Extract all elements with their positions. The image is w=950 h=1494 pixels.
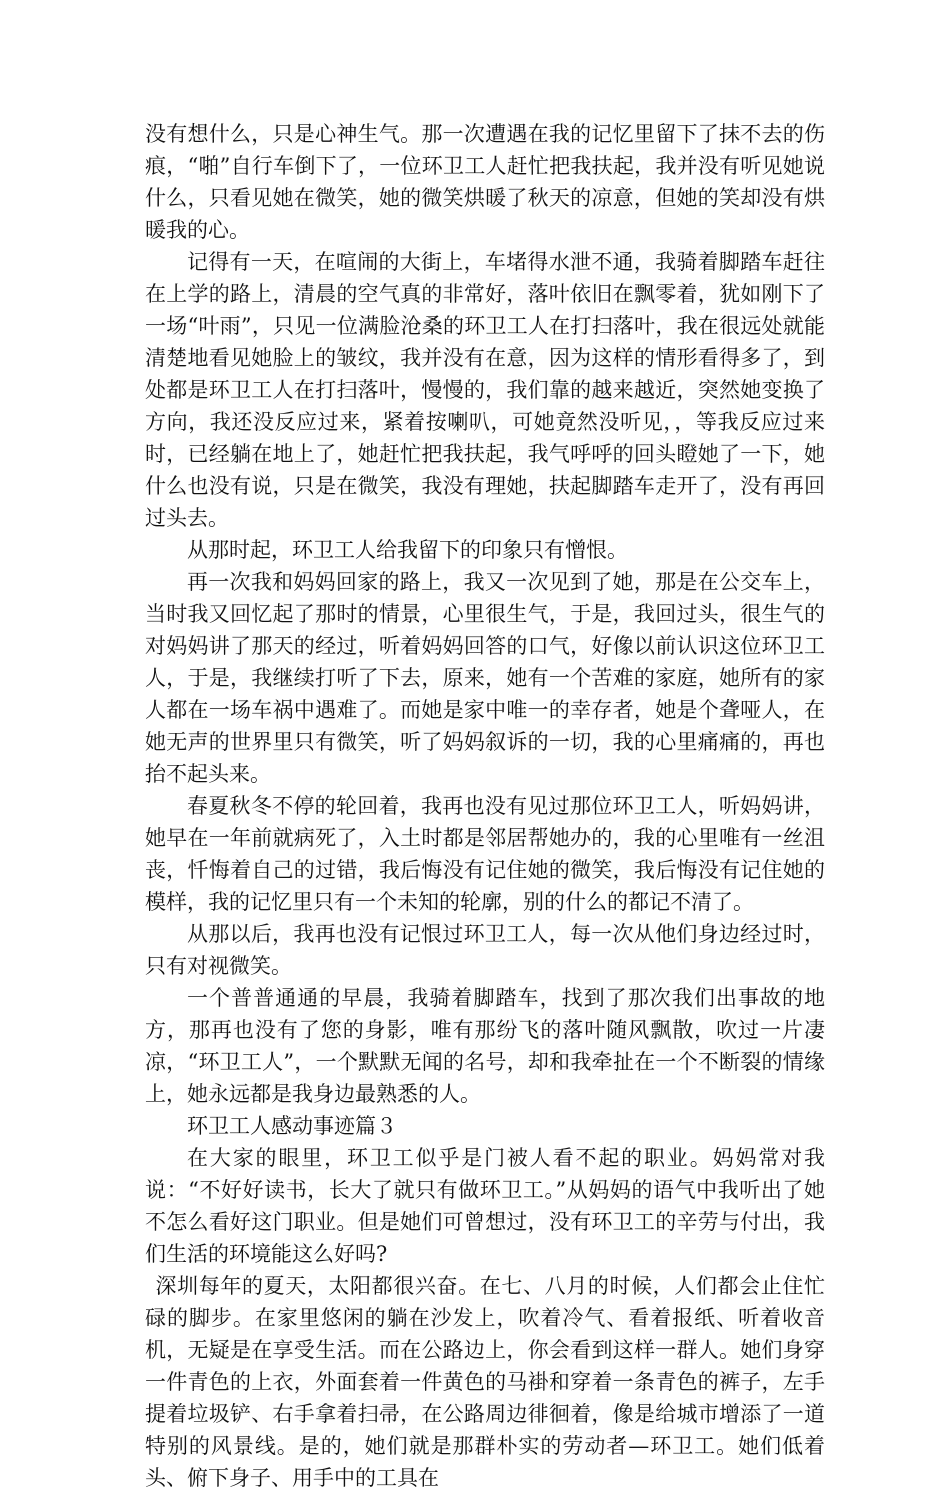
document-page [145, 118, 825, 1494]
paragraph-2: 记得有一天，在喧闹的大街上，车堵得水泄不通，我骑着脚踏车赶往在上学的路上，清晨的空气真的非常好，落叶依旧在飘零着，犹如刚下了一场“叶雨”，只见一位满脸沧桑的环卫工人在打扫落叶，我在很远处就能清楚地看见她脸上的皱纹，我并没有在意，因为这样的情形看得多了，到处都是环卫工人在打扫落叶，慢慢的，我们靠的越来越近，突然她变换了方向，我还没反应过来，紧着按喇叭，可她竟然没听见，，等我反应过来时，已经躺在地上了，她赶忙把我扶起，我气呼呼的回头瞪她了一下，她什么也没有说，只是在微笑，我没有理她，扶起脚踏车走开了，没有再回过头去。 [145, 250, 825, 530]
paragraph-9: 深圳每年的夏天，太阳都很兴奋。在七、八月的时候，人们都会止住忙碌的脚步。在家里悠闲的躺在沙发上，吹着冷气、看着报纸、听着收音机，无疑是在享受生活。而在公路边上，你会看到这样一群人。她们身穿一件青色的上衣，外面套着一件黄色的马褂和穿着一条青色的裤子，左手提着垃圾铲、右手拿着扫帚，在公路周边徘徊着，像是给城市增添了一道特别的风景线。是的，她们就是那群朴实的劳动者—环卫工。她们低着头、俯下身子、用手中的工具在 [145, 1274, 825, 1490]
paragraph-4: 再一次我和妈妈回家的路上，我又一次见到了她，那是在公交车上，当时我又回忆起了那时的情景，心里很生气，于是，我回过头，很生气的对妈妈讲了那天的经过，听着妈妈回答的口气，好像以前认识这位环卫工人，于是，我继续打听了下去，原来，她有一个苦难的家庭，她所有的家人都在一场车祸中遇难了。而她是家中唯一的幸存者，她是个聋哑人，在她无声的世界里只有微笑，听了妈妈叙诉的一切，我的心里痛痛的，再也抬不起头来。 [145, 570, 825, 786]
paragraph-6: 从那以后，我再也没有记恨过环卫工人，每一次从他们身边经过时，只有对视微笑。 [145, 922, 825, 978]
paragraph-3: 从那时起，环卫工人给我留下的印象只有憎恨。 [187, 538, 628, 562]
paragraph-7: 一个普普通通的早晨，我骑着脚踏车，找到了那次我们出事故的地方，那再也没有了您的身影，唯有那纷飞的落叶随风飘散，吹过一片凄凉，“环卫工人”，一个默默无闻的名号，却和我牵扯在一个不断裂的情缘上，她永远都是我身边最熟悉的人。 [145, 986, 825, 1106]
paragraph-5: 春夏秋冬不停的轮回着，我再也没有见过那位环卫工人，听妈妈讲，她早在一年前就病死了，入土时都是邻居帮她办的，我的心里唯有一丝沮丧，忏悔着自己的过错，我后悔没有记住她的微笑，我后悔没有记住她的模样，我的记忆里只有一个未知的轮廓，别的什么的都记不清了。 [145, 794, 825, 914]
paragraph-1: 没有想什么，只是心神生气。那一次遭遇在我的记忆里留下了抹不去的伤痕，“啪”自行车倒下了，一位环卫工人赶忙把我扶起，我并没有听见她说什么，只看见她在微笑，她的微笑烘暖了秋天的凉意，但她的笑却没有烘暖我的心。 [145, 122, 825, 242]
paragraph-8: 在大家的眼里，环卫工似乎是门被人看不起的职业。妈妈常对我说：“不好好读书，长大了就只有做环卫工。”从妈妈的语气中我听出了她不怎么看好这门职业。但是她们可曾想过，没有环卫工的辛劳与付出，我们生活的环境能这么好吗? [145, 1146, 825, 1266]
section-heading: 环卫工人感动事迹篇３ [187, 1114, 397, 1138]
